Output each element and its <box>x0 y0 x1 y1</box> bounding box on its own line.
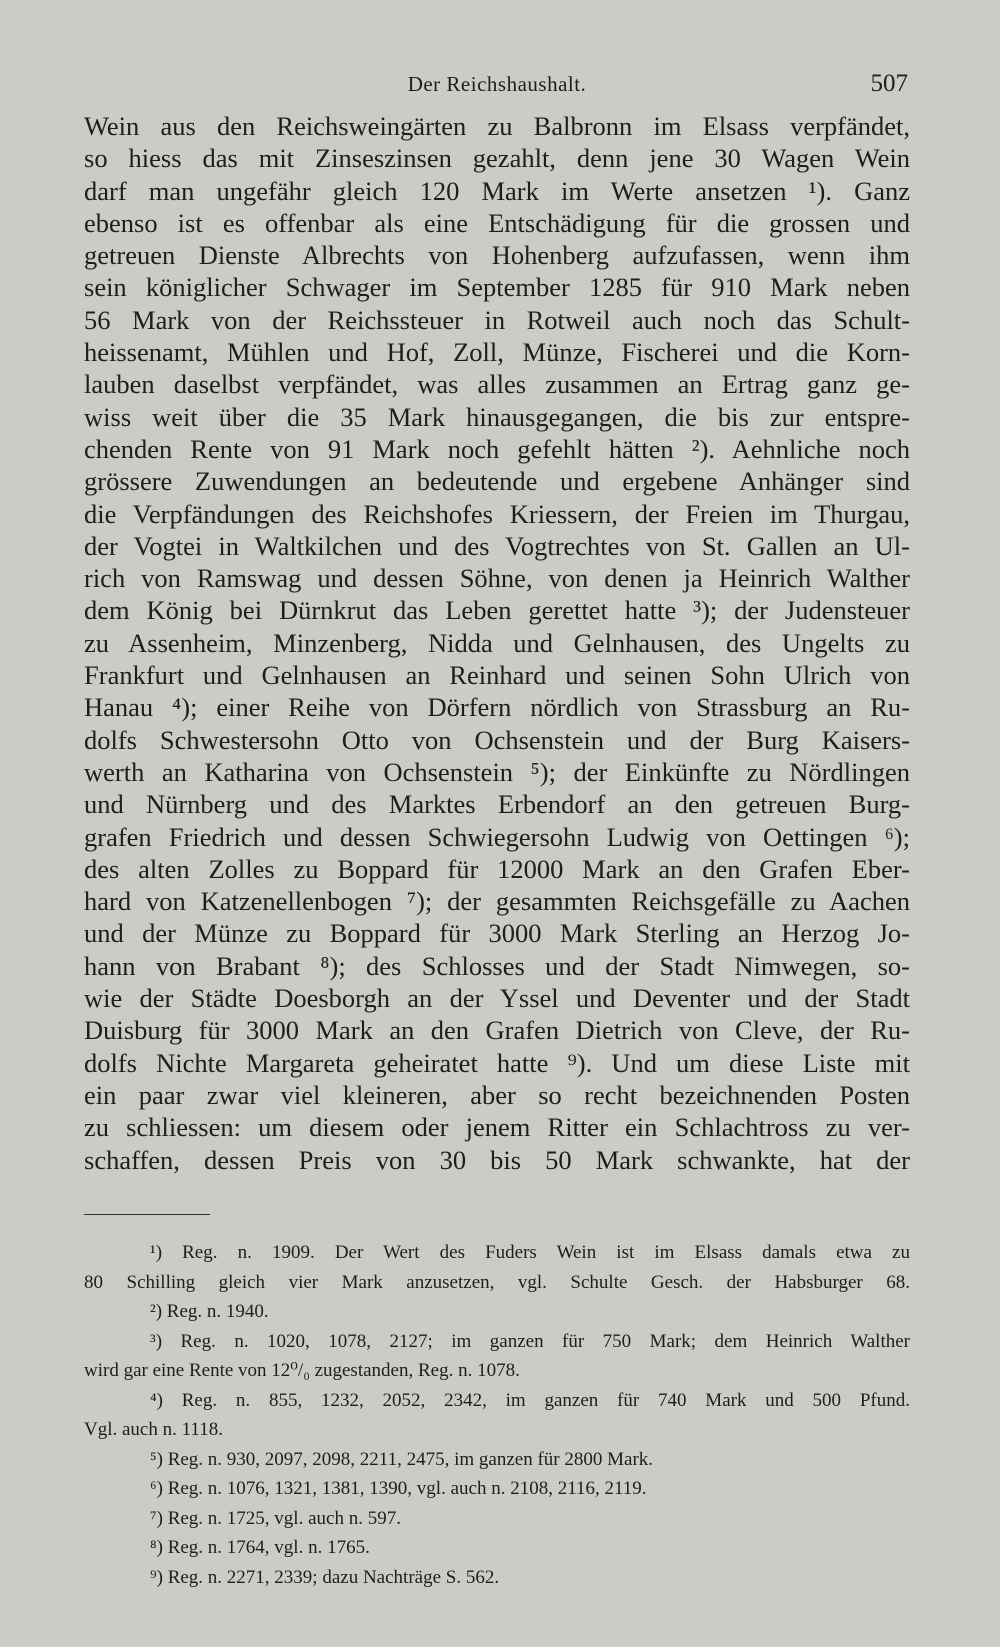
footnote-line: ²) Reg. n. 1940. <box>150 1301 269 1322</box>
text-line: grössere Zuwendungen an bedeutende und ergebene Anhänger sind <box>84 466 910 497</box>
text-line: die Verpfändungen des Reichshofes Kriessern, der Freien im Thurgau, <box>84 498 910 529</box>
footnote-line: ⁵) Reg. n. 930, 2097, 2098, 2211, 2475, im ganzen für 2800 Mark. <box>150 1448 654 1470</box>
text-line: und der Münze zu Boppard für 3000 Mark Sterling an Herzog Jo- <box>84 918 910 949</box>
footnote-line: ⁹) Reg. n. 2271, 2339; dazu Nachträge S. 562. <box>150 1566 500 1588</box>
text-line: hann von Brabant ⁸); des Schlosses und der Stadt Nimwegen, so- <box>84 950 910 981</box>
main-text <box>84 110 910 1176</box>
footnote-line: 80 Schilling gleich vier Mark anzusetzen, vgl. Schulte Gesch. der Habsburger 68. <box>84 1271 910 1293</box>
running-title: Der Reichshaushalt. <box>407 72 587 96</box>
text-line: getreuen Dienste Albrechts von Hohenberg aufzufassen, wenn ihm <box>84 240 910 271</box>
footnote-line: wird gar eine Rente von 12⁰/₀ zugestanden, Reg. n. 1078. <box>84 1360 520 1381</box>
text-line: hard von Katzenellenbogen ⁷); der gesammten Reichsgefälle zu Aachen <box>84 886 910 917</box>
text-line: wie der Städte Doesborgh an der Yssel und Deventer und der Stadt <box>84 983 910 1014</box>
text-line: Duisburg für 3000 Mark an den Grafen Dietrich von Cleve, der Ru- <box>84 1015 910 1046</box>
text-line: wiss weit über die 35 Mark hinausgegangen, die bis zur entspre- <box>84 401 910 432</box>
text-line: rich von Ramswag und dessen Söhne, von denen ja Heinrich Walther <box>84 563 910 594</box>
footnote-line: ⁴) Reg. n. 855, 1232, 2052, 2342, im ganzen für 740 Mark und 500 Pfund. <box>150 1389 910 1411</box>
text-line: lauben daselbst verpfändet, was alles zusammen an Ertrag ganz ge- <box>84 369 910 400</box>
footnote-line: ¹) Reg. n. 1909. Der Wert des Fuders Wein ist im Elsass damals etwa zu <box>150 1242 910 1263</box>
text-line: darf man ungefähr gleich 120 Mark im Werte ansetzen ¹). Ganz <box>84 175 910 206</box>
footnote-line: ³) Reg. n. 1020, 1078, 2127; im ganzen für 750 Mark; dem Heinrich Walther <box>150 1330 910 1352</box>
text-line: heissenamt, Mühlen und Hof, Zoll, Münze, Fischerei und die Korn- <box>84 337 910 368</box>
text-line: und Nürnberg und des Marktes Erbendorf an den getreuen Burg- <box>84 789 910 820</box>
text-line: dolfs Nichte Margareta geheiratet hatte ⁹). Und um diese Liste mit <box>84 1047 910 1078</box>
text-line: schaffen, dessen Preis von 30 bis 50 Mark schwankte, hat der <box>84 1144 910 1175</box>
text-line: Wein aus den Reichsweingärten zu Balbronn im Elsass verpfändet, <box>84 111 910 141</box>
text-line: des alten Zolles zu Boppard für 12000 Mark an den Grafen Eber- <box>84 853 910 884</box>
text-line: grafen Friedrich und dessen Schwiegersohn Ludwig von Oettingen ⁶); <box>84 821 910 852</box>
text-line: so hiess das mit Zinseszinsen gezahlt, denn jene 30 Wagen Wein <box>84 143 910 174</box>
footnote-line: Vgl. auch n. 1118. <box>84 1419 223 1440</box>
footnote-line: ⁸) Reg. n. 1764, vgl. n. 1765. <box>150 1537 370 1558</box>
text-line: dolfs Schwestersohn Otto von Ochsenstein und der Burg Kaisers- <box>84 724 910 755</box>
text-line: ebenso ist es offenbar als eine Entschädigung für die grossen und <box>84 207 910 238</box>
text-line: sein königlicher Schwager im September 1285 für 910 Mark neben <box>84 272 910 303</box>
text-line: werth an Katharina von Ochsenstein ⁵); der Einkünfte zu Nördlingen <box>84 756 910 787</box>
page-number: 507 <box>870 70 908 97</box>
text-line: der Vogtei in Waltkilchen und des Vogtrechtes von St. Gallen an Ul- <box>84 530 910 561</box>
text-line: 56 Mark von der Reichssteuer in Rotweil auch noch das Schult- <box>84 304 910 335</box>
footnote-separator <box>84 1214 210 1215</box>
footnotes <box>84 1238 910 1592</box>
text-line: ein paar zwar viel kleineren, aber so recht bezeichnenden Posten <box>84 1079 910 1110</box>
footnote-line: ⁷) Reg. n. 1725, vgl. auch n. 597. <box>150 1507 401 1529</box>
footnote-line: ⁶) Reg. n. 1076, 1321, 1381, 1390, vgl. auch n. 2108, 2116, 2119. <box>150 1478 647 1499</box>
text-line: chenden Rente von 91 Mark noch gefehlt hätten ²). Aehnliche noch <box>84 433 910 464</box>
text-line: dem König bei Dürnkrut das Leben gerettet hatte ³); der Judensteuer <box>84 595 910 626</box>
text-line: Hanau ⁴); einer Reihe von Dörfern nördlich von Strassburg an Ru- <box>84 692 910 723</box>
text-line: zu schliessen: um diesem oder jenem Ritter ein Schlachtross zu ver- <box>84 1112 910 1143</box>
page-header <box>84 70 910 104</box>
text-line: Frankfurt und Gelnhausen an Reinhard und seinen Sohn Ulrich von <box>84 660 910 691</box>
text-line: zu Assenheim, Minzenberg, Nidda und Gelnhausen, des Ungelts zu <box>84 627 910 658</box>
